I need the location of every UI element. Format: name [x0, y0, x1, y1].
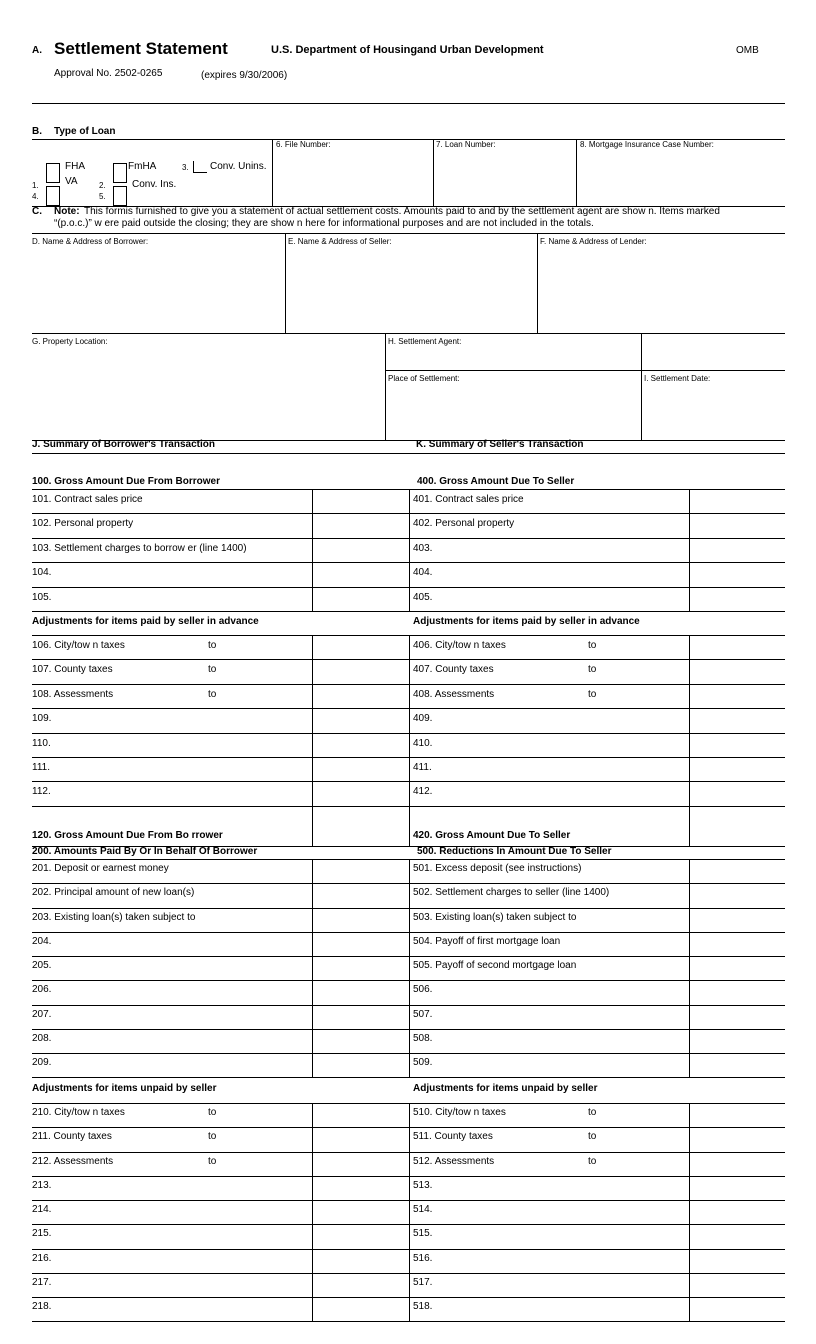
borrower-amount-field[interactable] — [313, 1104, 409, 1127]
borrower-line-item: 110. — [32, 737, 51, 749]
column-divider — [409, 956, 410, 980]
borrower-amount-field[interactable] — [313, 514, 409, 537]
seller-amount-field[interactable] — [690, 957, 785, 980]
header-400: 400. Gross Amount Due To Seller — [417, 476, 575, 487]
borrower-line-item: 204. — [32, 935, 52, 947]
note-label: Note: — [54, 206, 80, 217]
borrower-line-item: 104. — [32, 567, 52, 579]
rule — [385, 370, 785, 371]
borrower-amount-field[interactable] — [313, 734, 409, 757]
borrower-line-item: 111. — [32, 762, 50, 773]
seller-line-item: 504. Payoff of first mortgage loan — [413, 935, 561, 947]
seller-line-item: 509. — [413, 1057, 433, 1068]
column-divider — [409, 733, 410, 757]
seller-amount-field[interactable] — [690, 636, 785, 659]
fha-checkbox[interactable] — [46, 163, 60, 183]
seller-amount-field[interactable] — [690, 490, 785, 513]
seller-amount-field[interactable] — [690, 1274, 785, 1297]
borrower-amount-field[interactable] — [313, 1006, 409, 1029]
loan-type-number-4: 4. — [32, 192, 39, 201]
seller-amount-field[interactable] — [690, 1006, 785, 1029]
to-label: to — [588, 1155, 597, 1167]
column-divider — [409, 980, 410, 1004]
seller-amount-field[interactable] — [690, 1298, 785, 1321]
column-divider — [409, 1103, 410, 1127]
borrower-amount-field[interactable] — [313, 860, 409, 883]
column-divider — [409, 1249, 410, 1273]
row-divider — [32, 611, 785, 612]
header-divider — [32, 103, 785, 104]
type-of-loan-title: Type of Loan — [54, 126, 116, 137]
seller-line-item: 506. — [413, 984, 433, 996]
seller-amount-field[interactable] — [690, 563, 785, 586]
seller-amount-field[interactable] — [690, 1030, 785, 1053]
seller-amount-field[interactable] — [690, 981, 785, 1004]
rule — [409, 806, 410, 846]
borrower-line-item: 211. County taxes — [32, 1131, 112, 1143]
seller-amount-field[interactable] — [690, 782, 785, 805]
seller-line-item: 501. Excess deposit (see instructions) — [413, 863, 582, 874]
mortgage-case-label: 8. Mortgage Insurance Case Number: — [580, 140, 714, 149]
seller-amount-field[interactable] — [690, 909, 785, 932]
header-420: 420. Gross Amount Due To Seller — [413, 830, 571, 841]
page-title: Settlement Statement — [54, 39, 228, 58]
adj-advance-right: Adjustments for items paid by seller in advance — [413, 616, 640, 627]
borrower-amount-field[interactable] — [313, 539, 409, 562]
seller-line-item: 406. City/tow n taxes — [413, 640, 506, 651]
to-label: to — [208, 1107, 217, 1118]
to-label: to — [588, 1107, 597, 1118]
seller-amount-field[interactable] — [690, 1250, 785, 1273]
rule — [641, 333, 642, 440]
fmha-label: FmHA — [128, 161, 157, 172]
to-label: to — [208, 688, 217, 700]
adj-unpaid-right: Adjustments for items unpaid by seller — [413, 1083, 598, 1094]
borrower-amount-field[interactable] — [313, 758, 409, 781]
seller-amount-field[interactable] — [690, 539, 785, 562]
borrower-amount-field[interactable] — [313, 588, 409, 611]
loan-type-number-2: 2. — [99, 181, 106, 190]
seller-amount-field[interactable] — [690, 1128, 785, 1151]
header-100: 100. Gross Amount Due From Borrower — [32, 476, 220, 487]
column-divider — [409, 1224, 410, 1248]
conv-ins-label: Conv. Ins. — [132, 179, 177, 190]
seller-line-item: 402. Personal property — [413, 518, 515, 530]
department-name: U.S. Department of Housingand Urban Development — [271, 44, 544, 56]
seller-line-item: 408. Assessments — [413, 688, 495, 700]
header-500: 500. Reductions In Amount Due To Seller — [417, 846, 612, 857]
column-divider — [409, 1297, 410, 1321]
section-c-label: C. — [32, 206, 42, 217]
adj-advance-left: Adjustments for items paid by seller in advance — [32, 616, 259, 627]
seller-line-item: 518. — [413, 1301, 433, 1312]
borrower-amount-field[interactable] — [313, 1201, 409, 1224]
seller-line-item: 517. — [413, 1276, 433, 1288]
column-divider — [409, 513, 410, 537]
seller-amount-field[interactable] — [690, 514, 785, 537]
column-divider — [409, 587, 410, 611]
rule — [32, 233, 785, 234]
borrower-line-item: 213. — [32, 1179, 52, 1191]
expiration-date: (expires 9/30/2006) — [201, 70, 288, 81]
borrower-amount-field[interactable] — [313, 957, 409, 980]
column-divider — [409, 1029, 410, 1053]
note-text-line1: This formis furnished to give you a statement of actual settlement costs. Amounts paid to and by the settlement agent are show n. Items marked — [84, 206, 720, 217]
borrower-amount-field[interactable] — [313, 782, 409, 805]
column-divider — [409, 781, 410, 805]
seller-line-item: 407. County taxes — [413, 664, 494, 676]
seller-label: E. Name & Address of Seller: — [288, 237, 392, 246]
seller-line-item: 503. Existing loan(s) taken subject to — [413, 911, 577, 923]
borrower-amount-field[interactable] — [313, 981, 409, 1004]
header-120: 120. Gross Amount Due From Bo rrower — [32, 830, 223, 841]
borrower-amount-field[interactable] — [313, 636, 409, 659]
seller-line-item: 401. Contract sales price — [413, 494, 524, 505]
seller-amount-field[interactable] — [690, 734, 785, 757]
seller-amount-field[interactable] — [690, 1177, 785, 1200]
place-of-settlement-label: Place of Settlement: — [388, 374, 460, 383]
va-checkbox[interactable] — [46, 186, 60, 206]
to-label: to — [588, 664, 597, 676]
borrower-line-item: 108. Assessments — [32, 688, 114, 700]
rule — [689, 806, 690, 846]
borrower-amount-field[interactable] — [313, 660, 409, 683]
column-divider — [409, 1152, 410, 1176]
borrower-summary-title: J. Summary of Borrower's Transaction — [32, 439, 215, 450]
borrower-line-item: 109. — [32, 713, 52, 725]
borrower-line-item: 218. — [32, 1301, 52, 1312]
to-label: to — [208, 640, 217, 651]
column-divider — [409, 635, 410, 659]
lender-label: F. Name & Address of Lender: — [540, 237, 647, 246]
va-label: VA — [65, 176, 78, 187]
column-divider — [409, 659, 410, 683]
seller-amount-field[interactable] — [690, 709, 785, 732]
borrower-amount-field[interactable] — [313, 933, 409, 956]
borrower-line-item: 215. — [32, 1228, 52, 1240]
seller-line-item: 511. County taxes — [413, 1131, 493, 1143]
fmha-checkbox[interactable] — [113, 163, 127, 183]
section-a-label: A. — [32, 45, 42, 56]
seller-amount-field[interactable] — [690, 660, 785, 683]
borrower-amount-field[interactable] — [313, 709, 409, 732]
seller-line-item: 410. — [413, 737, 433, 749]
seller-line-item: 505. Payoff of second mortgage loan — [413, 960, 577, 971]
fha-label: FHA — [65, 161, 85, 172]
to-label: to — [588, 640, 597, 651]
borrower-line-item: 208. — [32, 1032, 52, 1044]
borrower-amount-field[interactable] — [313, 1177, 409, 1200]
to-label: to — [588, 688, 597, 700]
rule — [285, 233, 286, 333]
borrower-amount-field[interactable] — [313, 1225, 409, 1248]
seller-amount-field[interactable] — [690, 1104, 785, 1127]
borrower-line-item: 112. — [32, 786, 51, 798]
omb-label: OMB — [736, 45, 759, 56]
column-divider — [409, 908, 410, 932]
rule — [576, 139, 577, 207]
seller-line-item: 507. — [413, 1008, 433, 1020]
header-200: 200. Amounts Paid By Or In Behalf Of Borrower — [32, 846, 258, 857]
borrower-line-item: 214. — [32, 1204, 52, 1215]
seller-amount-field[interactable] — [690, 758, 785, 781]
borrower-amount-field[interactable] — [313, 1298, 409, 1321]
column-divider — [409, 1200, 410, 1224]
seller-line-item: 508. — [413, 1032, 433, 1044]
note-text-line2: “(p.o.c.)” w ere paid outside the closing; they are show n here for informational purposes and are not included in the totals. — [54, 218, 594, 229]
borrower-line-item: 106. City/tow n taxes — [32, 640, 125, 651]
adj-unpaid-left: Adjustments for items unpaid by seller — [32, 1083, 217, 1094]
borrower-line-item: 103. Settlement charges to borrow er (line 1400) — [32, 542, 247, 554]
column-divider — [409, 562, 410, 586]
borrower-line-item: 217. — [32, 1276, 52, 1288]
borrower-amount-field[interactable] — [313, 909, 409, 932]
borrower-line-item: 201. Deposit or earnest money — [32, 863, 169, 874]
column-divider — [409, 708, 410, 732]
rule — [312, 806, 313, 846]
seller-amount-field[interactable] — [690, 1054, 785, 1077]
to-label: to — [208, 1131, 217, 1143]
column-divider — [409, 1053, 410, 1077]
seller-line-item: 405. — [413, 591, 433, 603]
approval-number: Approval No. 2502-0265 — [54, 68, 163, 79]
column-divider — [409, 859, 410, 883]
seller-amount-field[interactable] — [690, 1225, 785, 1248]
seller-line-item: 510. City/tow n taxes — [413, 1107, 506, 1118]
file-number-label: 6. File Number: — [276, 140, 331, 149]
seller-line-item: 403. — [413, 542, 433, 554]
rule — [537, 233, 538, 333]
loan-type-number-3: 3. — [182, 163, 189, 172]
borrower-line-item: 101. Contract sales price — [32, 494, 143, 505]
borrower-amount-field[interactable] — [313, 563, 409, 586]
borrower-amount-field[interactable] — [313, 685, 409, 708]
row-divider — [32, 1321, 785, 1322]
seller-amount-field[interactable] — [690, 884, 785, 907]
borrower-amount-field[interactable] — [313, 1030, 409, 1053]
borrower-line-item: 207. — [32, 1008, 52, 1020]
rule — [385, 333, 386, 440]
seller-amount-field[interactable] — [690, 1201, 785, 1224]
rule — [32, 453, 785, 454]
borrower-line-item: 202. Principal amount of new loan(s) — [32, 887, 195, 899]
seller-line-item: 514. — [413, 1204, 433, 1215]
seller-amount-field[interactable] — [690, 685, 785, 708]
column-divider — [409, 1273, 410, 1297]
rule — [32, 333, 785, 334]
borrower-amount-field[interactable] — [313, 1274, 409, 1297]
borrower-line-item: 205. — [32, 960, 52, 971]
column-divider — [409, 883, 410, 907]
conv-unins-label: Conv. Unins. — [210, 161, 267, 172]
to-label: to — [588, 1131, 597, 1143]
borrower-amount-field[interactable] — [313, 1250, 409, 1273]
row-divider — [32, 1077, 785, 1078]
conv-ins-checkbox[interactable] — [113, 186, 127, 206]
borrower-line-item: 102. Personal property — [32, 518, 134, 530]
seller-line-item: 516. — [413, 1252, 433, 1264]
seller-amount-field[interactable] — [690, 1153, 785, 1176]
borrower-amount-field[interactable] — [313, 490, 409, 513]
column-divider — [409, 538, 410, 562]
seller-amount-field[interactable] — [690, 860, 785, 883]
column-divider — [409, 489, 410, 513]
column-divider — [409, 1127, 410, 1151]
rule — [272, 139, 273, 207]
column-divider — [409, 1176, 410, 1200]
column-divider — [409, 932, 410, 956]
seller-line-item: 411. — [413, 762, 432, 773]
settlement-agent-label: H. Settlement Agent: — [388, 337, 462, 346]
seller-line-item: 512. Assessments — [413, 1155, 495, 1167]
to-label: to — [208, 1155, 217, 1167]
borrower-label: D. Name & Address of Borrower: — [32, 237, 149, 246]
borrower-line-item: 206. — [32, 984, 52, 996]
seller-summary-title: K. Summary of Seller's Transaction — [416, 439, 584, 450]
rule — [433, 139, 434, 207]
loan-type-number-5: 5. — [99, 192, 106, 201]
borrower-line-item: 209. — [32, 1057, 52, 1068]
seller-line-item: 515. — [413, 1228, 433, 1240]
column-divider — [409, 757, 410, 781]
borrower-amount-field[interactable] — [313, 1128, 409, 1151]
borrower-line-item: 216. — [32, 1252, 52, 1264]
borrower-line-item: 107. County taxes — [32, 664, 113, 676]
column-divider — [409, 1005, 410, 1029]
property-location-label: G. Property Location: — [32, 337, 108, 346]
settlement-date-label: I. Settlement Date: — [644, 374, 711, 383]
borrower-amount-field[interactable] — [313, 884, 409, 907]
seller-amount-field[interactable] — [690, 933, 785, 956]
borrower-line-item: 203. Existing loan(s) taken subject to — [32, 911, 196, 923]
seller-line-item: 404. — [413, 567, 433, 579]
borrower-line-item: 210. City/tow n taxes — [32, 1107, 125, 1118]
loan-number-label: 7. Loan Number: — [436, 140, 496, 149]
seller-line-item: 409. — [413, 713, 433, 725]
to-label: to — [208, 664, 217, 676]
seller-line-item: 412. — [413, 786, 433, 798]
column-divider — [409, 684, 410, 708]
seller-line-item: 513. — [413, 1179, 433, 1191]
borrower-amount-field[interactable] — [313, 1153, 409, 1176]
seller-amount-field[interactable] — [690, 588, 785, 611]
section-b-label: B. — [32, 126, 42, 137]
seller-line-item: 502. Settlement charges to seller (line 1400) — [413, 887, 610, 899]
borrower-amount-field[interactable] — [313, 1054, 409, 1077]
conv-unins-checkbox[interactable] — [193, 161, 207, 173]
borrower-line-item: 212. Assessments — [32, 1155, 114, 1167]
borrower-line-item: 105. — [32, 591, 52, 603]
loan-type-number-1: 1. — [32, 181, 39, 190]
